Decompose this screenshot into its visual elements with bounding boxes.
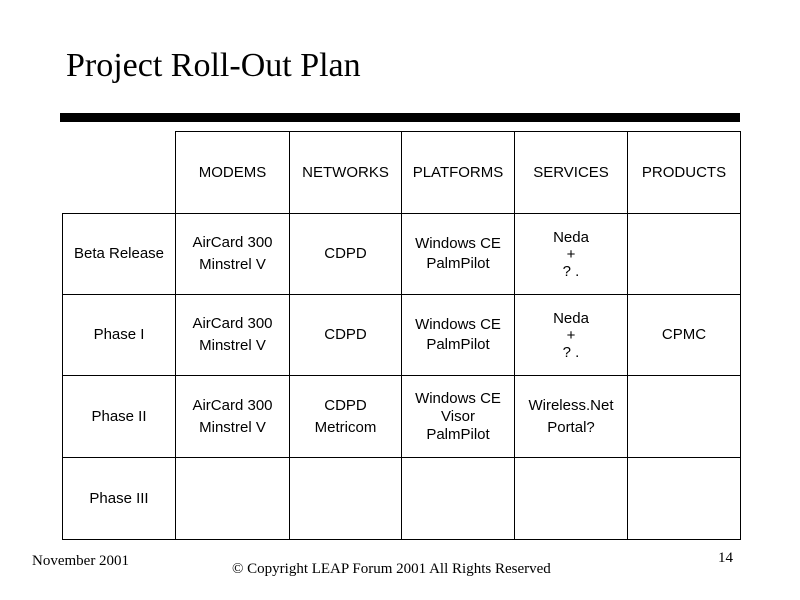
beta-services-list (553, 229, 589, 280)
phase1-modems-cell (176, 295, 289, 375)
phase1-network-1: CDPD (324, 326, 367, 343)
row-label-phase-i: Phase I (93, 326, 145, 343)
header-services: SERVICES (533, 163, 609, 181)
phase2-services-cell (515, 376, 627, 457)
header-platforms: PLATFORMS (412, 163, 504, 181)
slide-title: Project Roll-Out Plan (66, 47, 361, 84)
phase1-modem-1: AirCard 300 (192, 315, 273, 332)
phase1-service-1: Neda (553, 309, 589, 327)
phase3-networks-cell (290, 458, 401, 539)
phase2-platform-2: Visor (441, 407, 475, 425)
phase2-platforms-list (415, 390, 501, 444)
phase2-platforms-cell (402, 376, 514, 457)
phase1-modems-list (192, 313, 272, 357)
beta-platform-1: Windows CE (415, 235, 501, 252)
beta-network-1: CDPD (324, 245, 367, 262)
beta-service-2: + (566, 245, 576, 263)
phase2-platform-1: Windows CE (415, 389, 501, 407)
phase1-networks-cell (290, 295, 401, 375)
phase1-service-2: + (566, 326, 576, 344)
grid-line-right (740, 131, 741, 540)
phase2-service-1: Wireless.Net (528, 396, 614, 414)
header-modems: MODEMS (198, 163, 267, 181)
row-label-phase-iii: Phase III (89, 489, 149, 507)
phase2-modems-cell (176, 376, 289, 457)
beta-service-1: Neda (553, 228, 589, 246)
phase3-products-cell (628, 458, 740, 539)
phase2-services-list (528, 395, 613, 439)
beta-services-cell (515, 214, 627, 294)
row-label-phase-ii: Phase II (91, 407, 147, 425)
beta-platform-2: PalmPilot (426, 255, 490, 272)
beta-platforms-list (415, 234, 501, 274)
phase1-products-cell (628, 295, 740, 375)
page-number: 14 (718, 550, 733, 566)
beta-networks-cell (290, 214, 401, 294)
grid-line-bottom (62, 539, 741, 540)
header-networks: NETWORKS (302, 163, 389, 181)
phase1-services-cell (515, 295, 627, 375)
beta-platforms-cell (402, 214, 514, 294)
phase3-services-cell (515, 458, 627, 539)
phase2-networks-cell (290, 376, 401, 457)
row-label-beta-release: Beta Release (73, 245, 165, 262)
phase1-platforms-list (415, 315, 501, 355)
phase2-modem-2: Minstrel V (199, 418, 266, 436)
phase2-products-cell (628, 376, 740, 457)
phase2-networks-list (315, 395, 377, 439)
phase1-platform-1: Windows CE (415, 316, 501, 333)
beta-modem-2: Minstrel V (199, 256, 266, 273)
phase2-modems-list (192, 395, 272, 439)
beta-products-cell (628, 214, 740, 294)
phase1-services-list (553, 310, 589, 361)
phase2-network-1: CDPD (324, 396, 367, 414)
phase1-platforms-cell (402, 295, 514, 375)
footer-date: November 2001 (32, 553, 130, 569)
title-underline (60, 113, 740, 122)
phase2-platform-3: PalmPilot (426, 425, 490, 443)
phase1-platform-2: PalmPilot (426, 336, 490, 353)
phase1-service-3: ? . (562, 343, 580, 361)
phase1-product-1: CPMC (661, 326, 707, 343)
beta-modems-list (192, 232, 272, 276)
phase3-modems-cell (176, 458, 289, 539)
phase2-network-2: Metricom (314, 418, 377, 436)
beta-service-3: ? . (562, 262, 580, 280)
footer-copyright: © Copyright LEAP Forum 2001 All Rights Reserved (232, 561, 551, 577)
beta-modem-1: AirCard 300 (192, 234, 273, 251)
phase2-modem-1: AirCard 300 (192, 396, 273, 414)
beta-modems-cell (176, 214, 289, 294)
header-products: PRODUCTS (641, 163, 727, 181)
phase1-modem-2: Minstrel V (199, 337, 266, 354)
phase2-service-2: Portal? (547, 418, 595, 436)
phase3-platforms-cell (402, 458, 514, 539)
